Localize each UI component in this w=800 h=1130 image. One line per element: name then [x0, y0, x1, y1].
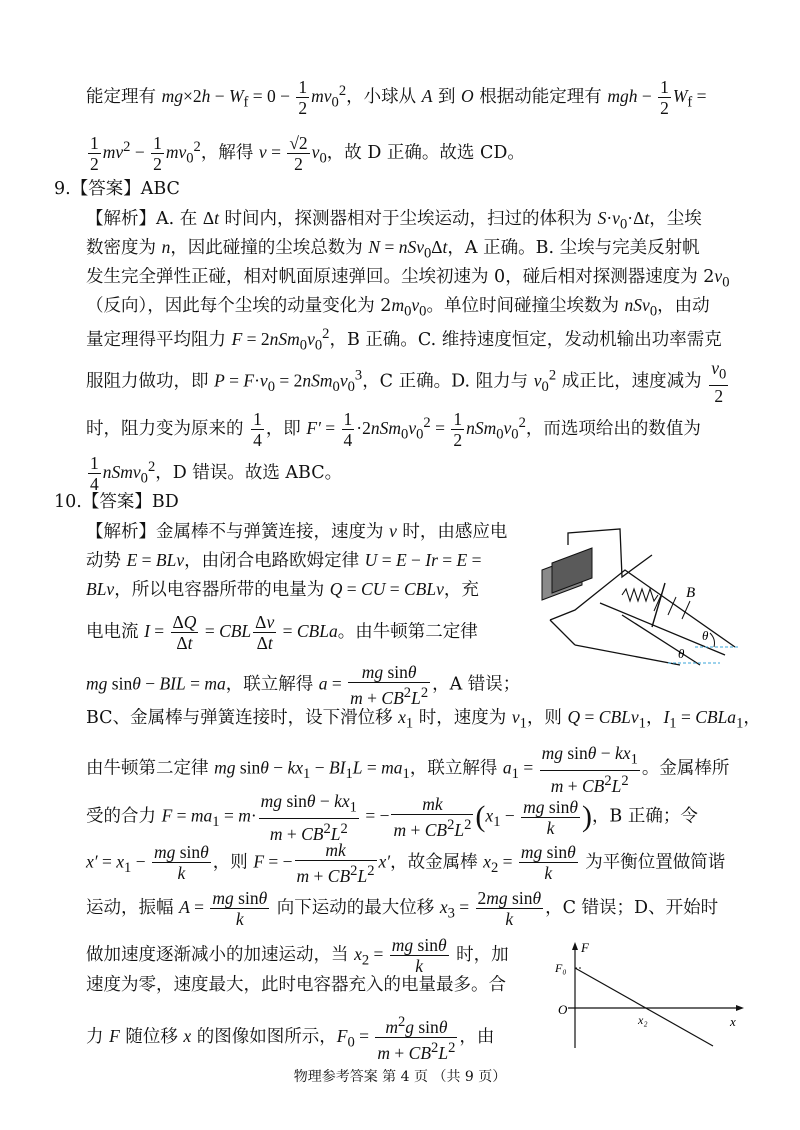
f-axis-label: F [581, 940, 589, 955]
text-line: $\frac{1}{4}$ nSmv$_0^2$，D 错误。故选 ABC。 [90, 453, 343, 494]
x2-label: x₂ [638, 1013, 648, 1027]
origin-label: O [558, 1002, 568, 1017]
angle-label-lower: θ [678, 646, 685, 661]
incline-apparatus-figure [530, 515, 750, 675]
f0-label: F₀ [555, 961, 567, 975]
text-line: （反向），因此每个尘埃的动量变化为 $2m_0v_0$。单位时间碰撞尘埃数为 nSv$_0$，由动 [86, 295, 710, 320]
text-line: BC、金属棒与弹簧连接时，设下滑位移 $x_1$ 时，速度为 $v_1$，则 Q = CBLv$_1$，$I_1$ = CBLa$_1$， [86, 707, 761, 732]
answer-label: 【答案】BD [81, 492, 179, 512]
answer-label: 【答案】ABC [70, 179, 180, 199]
text-line: 时，阻力变为原来的 $\frac{1}{4}$ ，即 F′ = $\frac{1}{4}$ $\cdot 2nSm_0v_0^2$ = $\frac{1}{2}$ $nSm_0v_0^2$，而选项给出的数值为 [86, 409, 701, 450]
text-line: 动势 E = BLv，由闭合电路欧姆定律 U = E − Ir = E = [86, 550, 482, 571]
question-number: 10. [54, 492, 82, 512]
text-line: BLv，所以电容器所带的电量为 Q = CU = CBLv，充 [86, 579, 479, 600]
text-line: 速度为零，速度最大，此时电容器充入的电量最多。合 [86, 975, 506, 995]
text-line: 受的合力 $F = ma_1 = m\cdot$ $\frac{mg \sin\theta - kx_1}{m + CB^2L^2}$ = − $\frac{mk}{m + CB^2L^2}$ ($x_1$ − $\frac{\text{mg sinθ}}{k}$ )，B 正确；令 [86, 791, 698, 844]
text-line: 能定理有 $mg\times 2h - W_f = 0$ − $\frac{1}{2}$ $mv_0^2$，小球从 A 到 O 根据动能定理有 mgh − $\frac{1}{2}$ $W_f$ = [86, 77, 707, 118]
field-label: B [686, 585, 696, 601]
text-line: 【解析】A. 在 Δt 时间内，探测器相对于尘埃运动，扫过的体积为 $S\cdot v_0\cdot\Delta t$，尘埃 [86, 208, 702, 233]
text-line: 由牛顿第二定律 mg $\sin\theta - kx_1 - BI_1L = ma_1$，联立解得 $a_1$ = $\frac{mg \sin\theta - kx_1}{m + CB^2L^2}$ 。金属棒所 [86, 743, 730, 796]
text-line: 数密度为 n，因此碰撞的尘埃总数为 N = nSv$_0$Δt，A 正确。B. 尘埃与完美反射帆 [86, 237, 700, 262]
analysis-label: 【解析】 [86, 522, 156, 542]
text-line: 做加速度逐渐减小的加速运动，当 $x_2$ = $\frac{\text{mg sinθ}}{k}$ 时，加 [86, 935, 509, 976]
question-10-header [54, 490, 179, 514]
text-line: $\frac{1}{2}$ $mv^2$ − $\frac{1}{2}$ $mv_0^2$，解得 v = $\frac{√2}{2}$ $v_0$，故 D 正确。故选 CD。 [90, 133, 525, 174]
text-line: mg sinθ − BIL = ma，联立解得 a = $\frac{\text{mg sinθ}}{m + CB^2L^2}$ ，A 错误； [86, 662, 521, 708]
text-line: 服阻力做功，即 $P = F\cdot v_0 = 2nSm_0v_0^3$，C 正确。D. 阻力与 $v_0^2$ 成正比，速度减为 $\frac{v_0}{2}$ [86, 358, 727, 406]
analysis-label: 【解析】 [86, 209, 156, 229]
text-line: $x' = x_1$ − $\frac{\text{mg sinθ}}{k}$ ，则 F = − $\frac{mk}{m + CB^2L^2}$ x′，故金属棒 $x_2$ = $\frac{\text{mg sinθ}}{k}$ 为平衡位置做简谐 [86, 840, 726, 886]
text-line: 【解析】金属棒不与弹簧连接，速度为 v 时，由感应电 [86, 521, 508, 542]
x-axis-label: x [730, 1014, 736, 1029]
text-line: 力 F 随位移 x 的图像如图所示，$F_0$ = $\frac{m^2g \sin\theta}{m + CB^2L^2}$ ，由 [86, 1014, 495, 1063]
angle-label-upper: θ [702, 628, 709, 643]
text-line: 发生完全弹性正碰，相对帆面原速弹回。尘埃初速为 0，碰后相对探测器速度为 $2v_0$ [86, 266, 730, 291]
text-line: 运动，振幅 A = $\frac{\text{mg sinθ}}{k}$ 向下运动的最大位移 $x_3$ = $\frac{\text{2mg sinθ}}{k}$ ，C 错误；D、开始时 [86, 888, 719, 929]
text-line: 量定理得平均阻力 $F = 2nSm_0v_0^2$，B 正确。C. 维持速度恒定，发动机输出功率需克 [86, 326, 722, 354]
page-footer: 物理参考答案 第 4 页 （共 9 页） [293, 1069, 507, 1085]
text-line: 电电流 I = $\frac{\Delta Q}{\Delta t}$ = CBL $\frac{\Delta v}{\Delta t}$ = CBLa。由牛顿第二定律 [86, 612, 478, 653]
question-9-header [54, 177, 180, 201]
force-displacement-graph [548, 940, 748, 1050]
question-number: 9. [54, 179, 71, 199]
